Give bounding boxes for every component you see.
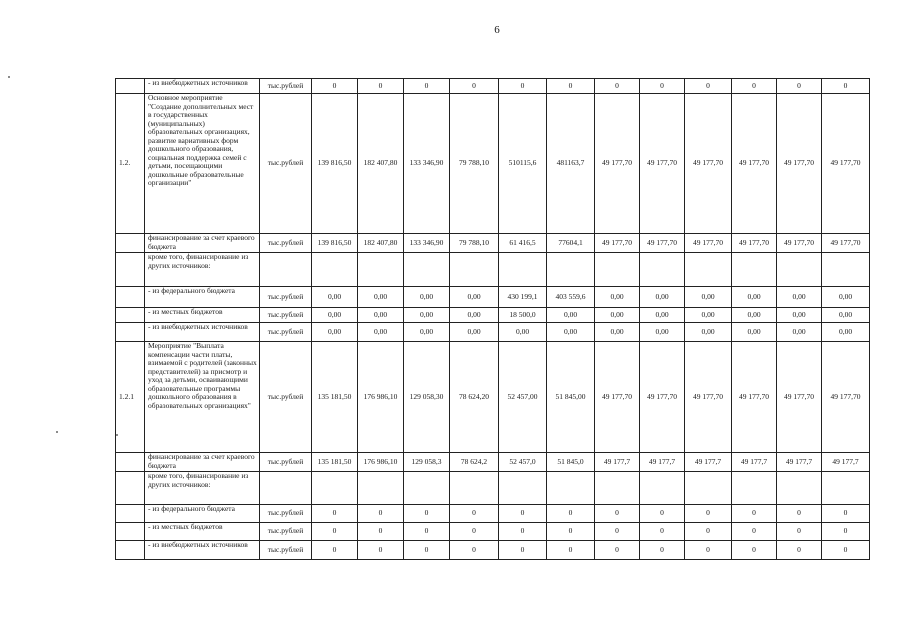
value-cell: 0 [595,505,640,523]
value-cell: 0 [404,79,450,94]
value-cell: 0 [499,541,547,560]
row-number-cell [116,541,145,560]
value-cell: 0,00 [822,287,870,308]
value-cell: 52 457,00 [499,342,547,453]
value-cell: 0 [822,541,870,560]
value-cell: 0 [499,523,547,541]
value-cell: 0 [312,523,358,541]
unit-cell: тыс.рублей [260,308,312,323]
row-number-cell [116,308,145,323]
value-cell: 0,00 [358,323,404,342]
value-cell: 49 177,70 [777,94,822,234]
value-cell: 0 [547,79,595,94]
value-cell: 0 [822,505,870,523]
row-number-cell [116,79,145,94]
value-cell: 0 [685,541,732,560]
value-cell: 49 177,70 [595,94,640,234]
value-cell: 176 986,10 [358,342,404,453]
table-row [116,453,870,472]
unit-cell: тыс.рублей [260,79,312,94]
value-cell: 49 177,70 [732,342,777,453]
value-cell: 0,00 [547,323,595,342]
value-cell: 0 [404,505,450,523]
value-cell: 49 177,70 [822,342,870,453]
row-number-cell: 1.2.1 [116,342,145,453]
row-description-cell: Основное мероприятие "Создание дополнительных мест в государственных (муниципальных) образовательных организациях, развитие вариативных форм дошкольного образования, социальная поддержка семей с детьми, посещающими дошкольные образовательные организации" [145,94,260,234]
value-cell [547,472,595,505]
value-cell: 49 177,70 [640,342,685,453]
value-cell: 0 [732,541,777,560]
value-cell [595,472,640,505]
value-cell: 0 [777,541,822,560]
value-cell [404,253,450,287]
row-description-cell: - из внебюджетных источников [145,323,260,342]
value-cell [499,253,547,287]
row-number-cell [116,253,145,287]
value-cell: 0 [450,79,499,94]
value-cell: 78 624,2 [450,453,499,472]
value-cell [822,472,870,505]
value-cell [312,253,358,287]
value-cell [404,472,450,505]
value-cell: 0 [450,523,499,541]
value-cell: 176 986,10 [358,453,404,472]
value-cell: 49 177,70 [732,94,777,234]
value-cell: 0 [547,523,595,541]
value-cell: 133 346,90 [404,94,450,234]
value-cell: 0 [358,541,404,560]
value-cell [640,472,685,505]
table-row [116,523,870,541]
row-description-cell: Мероприятие "Выплата компенсации части платы, взимаемой с родителей (законных представителей) за присмотр и уход за детьми, осваивающими образовательные программы дошкольного образования в образовательных организациях" [145,342,260,453]
row-number-cell: 1.2. [116,94,145,234]
value-cell: 0 [732,523,777,541]
value-cell: 0 [499,505,547,523]
value-cell: 0,00 [822,323,870,342]
value-cell: 49 177,70 [595,234,640,253]
scan-speck [56,431,58,433]
value-cell [450,253,499,287]
value-cell: 49 177,70 [640,94,685,234]
value-cell: 0 [685,505,732,523]
table-body [116,79,870,560]
value-cell: 0,00 [312,323,358,342]
value-cell: 0 [685,523,732,541]
value-cell: 0 [685,79,732,94]
value-cell: 182 407,80 [358,94,404,234]
value-cell: 49 177,70 [822,234,870,253]
table-row [116,234,870,253]
value-cell: 51 845,00 [547,342,595,453]
scan-speck [116,434,118,436]
value-cell: 0,00 [595,308,640,323]
value-cell [499,472,547,505]
value-cell: 0 [822,79,870,94]
value-cell: 0,00 [358,308,404,323]
value-cell: 0,00 [732,323,777,342]
table-row [116,505,870,523]
value-cell: 79 788,10 [450,94,499,234]
value-cell: 0 [777,79,822,94]
value-cell [450,472,499,505]
row-description-cell: - из местных бюджетов [145,523,260,541]
value-cell [685,472,732,505]
value-cell: 0,00 [404,308,450,323]
value-cell: 0 [732,505,777,523]
unit-cell: тыс.рублей [260,505,312,523]
value-cell: 135 181,50 [312,342,358,453]
value-cell [777,253,822,287]
unit-cell [260,472,312,505]
value-cell: 0,00 [450,323,499,342]
value-cell: 0,00 [732,308,777,323]
row-number-cell [116,323,145,342]
value-cell: 0,00 [547,308,595,323]
table-row [116,342,870,453]
value-cell: 0 [358,79,404,94]
value-cell: 0 [450,541,499,560]
value-cell: 61 416,5 [499,234,547,253]
value-cell: 49 177,70 [777,234,822,253]
value-cell: 0,00 [312,287,358,308]
value-cell: 49 177,7 [685,453,732,472]
value-cell: 403 559,6 [547,287,595,308]
value-cell [822,253,870,287]
value-cell [640,253,685,287]
value-cell: 49 177,70 [640,234,685,253]
row-number-cell [116,472,145,505]
value-cell: 0 [312,541,358,560]
row-number-cell [116,234,145,253]
value-cell: 0 [640,523,685,541]
row-description-cell: - из внебюджетных источников [145,541,260,560]
value-cell: 182 407,80 [358,234,404,253]
row-number-cell [116,453,145,472]
table-row [116,472,870,505]
value-cell: 0 [547,505,595,523]
value-cell: 0,00 [777,323,822,342]
value-cell: 49 177,7 [640,453,685,472]
value-cell: 49 177,7 [732,453,777,472]
unit-cell: тыс.рублей [260,323,312,342]
value-cell: 0,00 [404,287,450,308]
value-cell: 0 [777,523,822,541]
row-description-cell: кроме того, финансирование из других источников: [145,472,260,505]
value-cell [595,253,640,287]
value-cell [358,253,404,287]
value-cell: 129 058,3 [404,453,450,472]
value-cell: 49 177,7 [595,453,640,472]
scan-speck [8,76,10,78]
value-cell: 0,00 [595,287,640,308]
value-cell: 0 [312,79,358,94]
value-cell: 0 [547,541,595,560]
row-number-cell [116,523,145,541]
value-cell: 49 177,7 [777,453,822,472]
value-cell: 52 457,0 [499,453,547,472]
unit-cell [260,253,312,287]
value-cell [547,253,595,287]
value-cell: 0 [640,79,685,94]
table-row [116,94,870,234]
value-cell: 49 177,70 [732,234,777,253]
value-cell: 0,00 [450,308,499,323]
value-cell [312,472,358,505]
value-cell: 430 199,1 [499,287,547,308]
row-description-cell: - из местных бюджетов [145,308,260,323]
value-cell: 49 177,70 [595,342,640,453]
row-description-cell: - из федерального бюджета [145,505,260,523]
value-cell: 0 [595,541,640,560]
value-cell: 49 177,70 [685,94,732,234]
value-cell: 135 181,50 [312,453,358,472]
value-cell: 0 [404,523,450,541]
value-cell: 18 500,0 [499,308,547,323]
value-cell: 51 845,0 [547,453,595,472]
value-cell: 49 177,70 [822,94,870,234]
value-cell [358,472,404,505]
value-cell: 0 [777,505,822,523]
row-number-cell [116,287,145,308]
value-cell [732,253,777,287]
row-description-cell: - из федерального бюджета [145,287,260,308]
value-cell: 0,00 [685,287,732,308]
unit-cell: тыс.рублей [260,234,312,253]
value-cell: 0,00 [640,308,685,323]
table-row [116,79,870,94]
value-cell: 0 [450,505,499,523]
unit-cell: тыс.рублей [260,287,312,308]
value-cell: 0,00 [595,323,640,342]
value-cell: 0 [499,79,547,94]
value-cell: 0 [640,505,685,523]
value-cell: 0 [640,541,685,560]
value-cell: 0 [595,523,640,541]
value-cell: 0 [595,79,640,94]
value-cell: 0,00 [777,308,822,323]
table-row [116,323,870,342]
value-cell: 78 624,20 [450,342,499,453]
value-cell: 79 788,10 [450,234,499,253]
row-description-cell: финансирование за счет краевого бюджета [145,453,260,472]
value-cell: 133 346,90 [404,234,450,253]
value-cell: 0 [732,79,777,94]
value-cell: 0,00 [640,323,685,342]
value-cell: 0,00 [732,287,777,308]
unit-cell: тыс.рублей [260,453,312,472]
value-cell: 0,00 [499,323,547,342]
value-cell: 0,00 [685,323,732,342]
value-cell: 0,00 [640,287,685,308]
value-cell: 0,00 [404,323,450,342]
row-description-cell: - из внебюджетных источников [145,79,260,94]
page-number: 6 [494,24,500,36]
value-cell: 0 [822,523,870,541]
value-cell: 0 [312,505,358,523]
value-cell: 0 [404,541,450,560]
value-cell: 77604,1 [547,234,595,253]
table-row [116,308,870,323]
value-cell: 0,00 [777,287,822,308]
value-cell: 0,00 [685,308,732,323]
row-description-cell: кроме того, финансирование из других источников: [145,253,260,287]
value-cell: 49 177,70 [777,342,822,453]
value-cell: 49 177,70 [685,234,732,253]
value-cell: 0,00 [822,308,870,323]
value-cell [685,253,732,287]
unit-cell: тыс.рублей [260,523,312,541]
unit-cell: тыс.рублей [260,342,312,453]
value-cell [732,472,777,505]
value-cell: 49 177,70 [685,342,732,453]
value-cell: 139 816,50 [312,94,358,234]
table-row [116,253,870,287]
value-cell: 129 058,30 [404,342,450,453]
value-cell: 0,00 [358,287,404,308]
value-cell: 0,00 [450,287,499,308]
row-description-cell: финансирование за счет краевого бюджета [145,234,260,253]
value-cell: 139 816,50 [312,234,358,253]
unit-cell: тыс.рублей [260,541,312,560]
value-cell [777,472,822,505]
value-cell: 0 [358,523,404,541]
unit-cell: тыс.рублей [260,94,312,234]
table-row [116,287,870,308]
value-cell: 0,00 [312,308,358,323]
value-cell: 481163,7 [547,94,595,234]
value-cell: 0 [358,505,404,523]
value-cell: 49 177,7 [822,453,870,472]
value-cell: 510115,6 [499,94,547,234]
row-number-cell [116,505,145,523]
budget-table [115,78,870,560]
table-row [116,541,870,560]
